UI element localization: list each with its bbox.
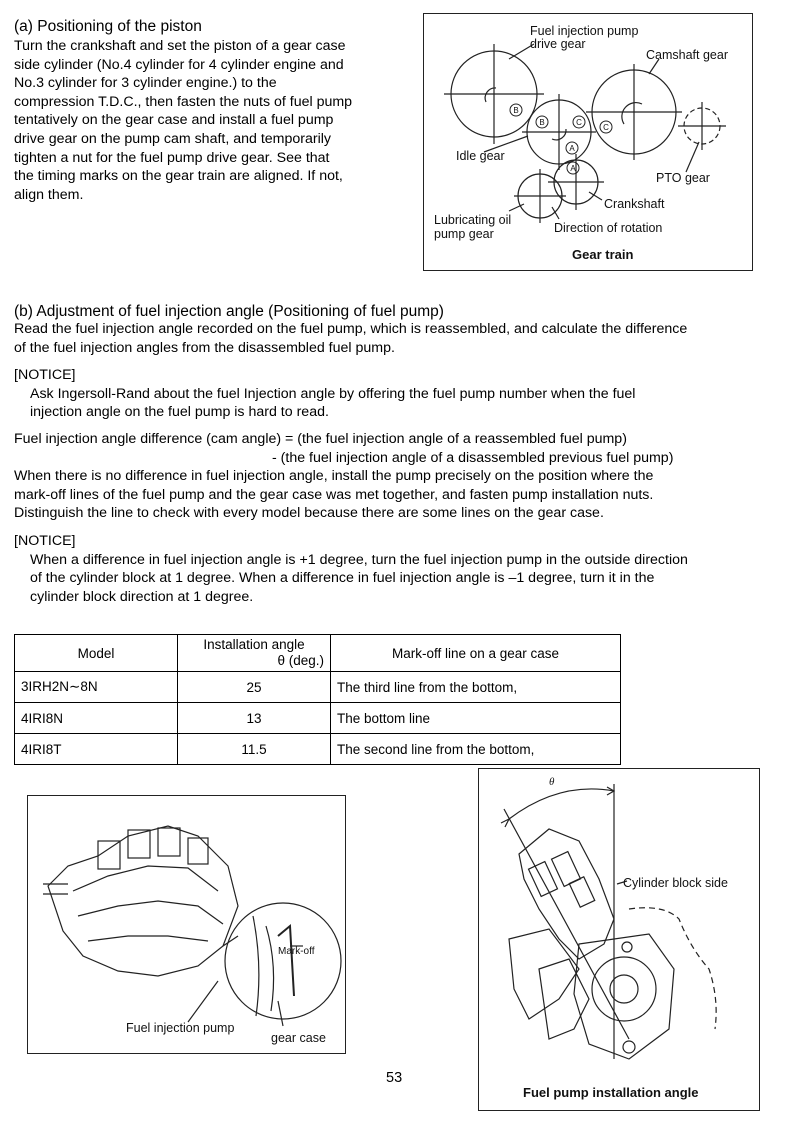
section-b-intro [14,320,784,357]
label-fuel-pump-drive-gear-2: drive gear [530,37,586,51]
label-cylinder-block-side: Cylinder block side [623,876,728,890]
notice-text: cylinder block direction at 1 degree. [30,588,254,605]
notice-text: of the cylinder block at 1 degree. When a difference in fuel injection angle is –1 degree, turn it in the [30,570,655,587]
notice-2 [14,532,784,606]
notice-1 [14,366,784,422]
timing-mark-c: C [576,118,582,127]
para-line: When there is no difference in fuel injection angle, install the pump precisely on the position where the [14,468,654,485]
header-model: Model [15,635,178,672]
label-pto-gear: PTO gear [656,171,710,185]
section-a-line: No.3 cylinder for 3 cylinder engine.) to the [14,75,277,92]
label-crankshaft: Crankshaft [604,197,665,211]
notice-text: When a difference in fuel injection angle is +1 degree, turn the fuel injection pump in the outside direction [30,551,688,568]
pump-body-outline [48,826,238,976]
cell-model: 4IRI8T [15,734,178,765]
timing-mark-b: B [513,106,519,115]
section-a-line: compression T.D.C., then fasten the nuts of fuel pump [14,93,353,110]
installation-angle-caption: Fuel pump installation angle [523,1085,699,1100]
cell-model: 3IRH2N∼8N [15,672,178,703]
cell-line: The third line from the bottom, [331,672,621,703]
notice-text: injection angle on the fuel pump is hard to read. [30,404,329,421]
header-angle-line1: Installation angle [203,637,305,652]
label-lube-pump-gear: Lubricating oil [434,213,512,227]
formula-line: Fuel injection angle difference (cam angle) = (the fuel injection angle of a reassembled fuel pump) [14,431,627,447]
notice-text: Ask Ingersoll-Rand about the fuel Injection angle by offering the fuel pump number when the fuel [30,385,636,402]
table-row [15,734,621,765]
label-fuel-injection-pump: Fuel injection pump [126,1021,235,1035]
label-gear-case: gear case [271,1031,326,1045]
notice-label: [NOTICE] [14,533,76,549]
label-theta: θ [549,776,555,788]
cell-angle: 25 [178,672,331,703]
para-line: mark-off lines of the fuel pump and the gear case was met together, and fasten pump installation nuts. [14,486,654,503]
installation-angle-diagram [479,769,758,1109]
installation-angle-figure [478,768,760,1111]
table-row [15,672,621,703]
fuel-pump-illustration [28,796,344,1052]
label-camshaft-gear: Camshaft gear [646,48,728,62]
cell-model: 4IRI8N [15,703,178,734]
section-a-line: drive gear on the pump cam shaft, and temporarily [14,130,332,147]
section-a-line: tighten a nut for the fuel pump drive gear. See that [14,149,330,166]
cell-angle: 11.5 [178,734,331,765]
section-b-intro-line: of the fuel injection angles from the disassembled fuel pump. [14,339,395,356]
gear-train-diagram [424,14,751,269]
label-direction-of-rotation: Direction of rotation [554,221,663,235]
section-a-line: side cylinder (No.4 cylinder for 4 cylinder engine and [14,56,344,73]
cell-angle: 13 [178,703,331,734]
timing-mark-a: A [569,144,575,153]
timing-mark-c: C [603,123,609,132]
label-mark-off: Mark-off [278,946,315,957]
section-b-intro-line: Read the fuel injection angle recorded on the fuel pump, which is reassembled, and calculate the difference [14,321,688,337]
header-angle-line2: θ (deg.) [277,653,324,668]
label-idle-gear: Idle gear [456,149,505,163]
notice-label: [NOTICE] [14,367,76,383]
section-a-heading: (a) Positioning of the piston [14,18,202,35]
gear-train-figure [423,13,753,271]
formula-line: - (the fuel injection angle of a disassembled previous fuel pump) [272,449,674,466]
section-a-text [14,37,414,204]
gear-train-caption: Gear train [572,247,634,262]
formula-block [14,430,784,523]
pump-axis-line [504,809,629,1039]
section-a-line: the timing marks on the gear train are aligned. If not, [14,168,343,185]
section-a-line: align them. [14,186,84,203]
label-lube-pump-gear-2: pump gear [434,227,494,241]
cell-line: The second line from the bottom, [331,734,621,765]
fuel-pump-markoff-figure [27,795,346,1054]
para-line: Distinguish the line to check with every model because there are some lines on the gear case. [14,505,604,522]
table-row [15,703,621,734]
magnifier-circle [225,903,341,1019]
pump-upper-outline [519,829,614,959]
cell-line: The bottom line [331,703,621,734]
theta-arc [509,789,614,819]
section-b-heading: (b) Adjustment of fuel injection angle (Positioning of fuel pump) [14,303,444,320]
timing-mark-b: B [539,118,545,127]
header-mark-off-line: Mark-off line on a gear case [331,635,621,672]
installation-angle-table [14,634,621,765]
label-fuel-pump-drive-gear: Fuel injection pump [530,24,639,38]
timing-mark-a: A [570,164,576,173]
page-number: 53 [386,1070,403,1086]
section-a-line: Turn the crankshaft and set the piston of a gear case [14,38,346,54]
header-angle [178,635,331,672]
section-a-line: tentatively on the gear case and install a fuel pump [14,112,334,129]
table-header-row [15,635,621,672]
